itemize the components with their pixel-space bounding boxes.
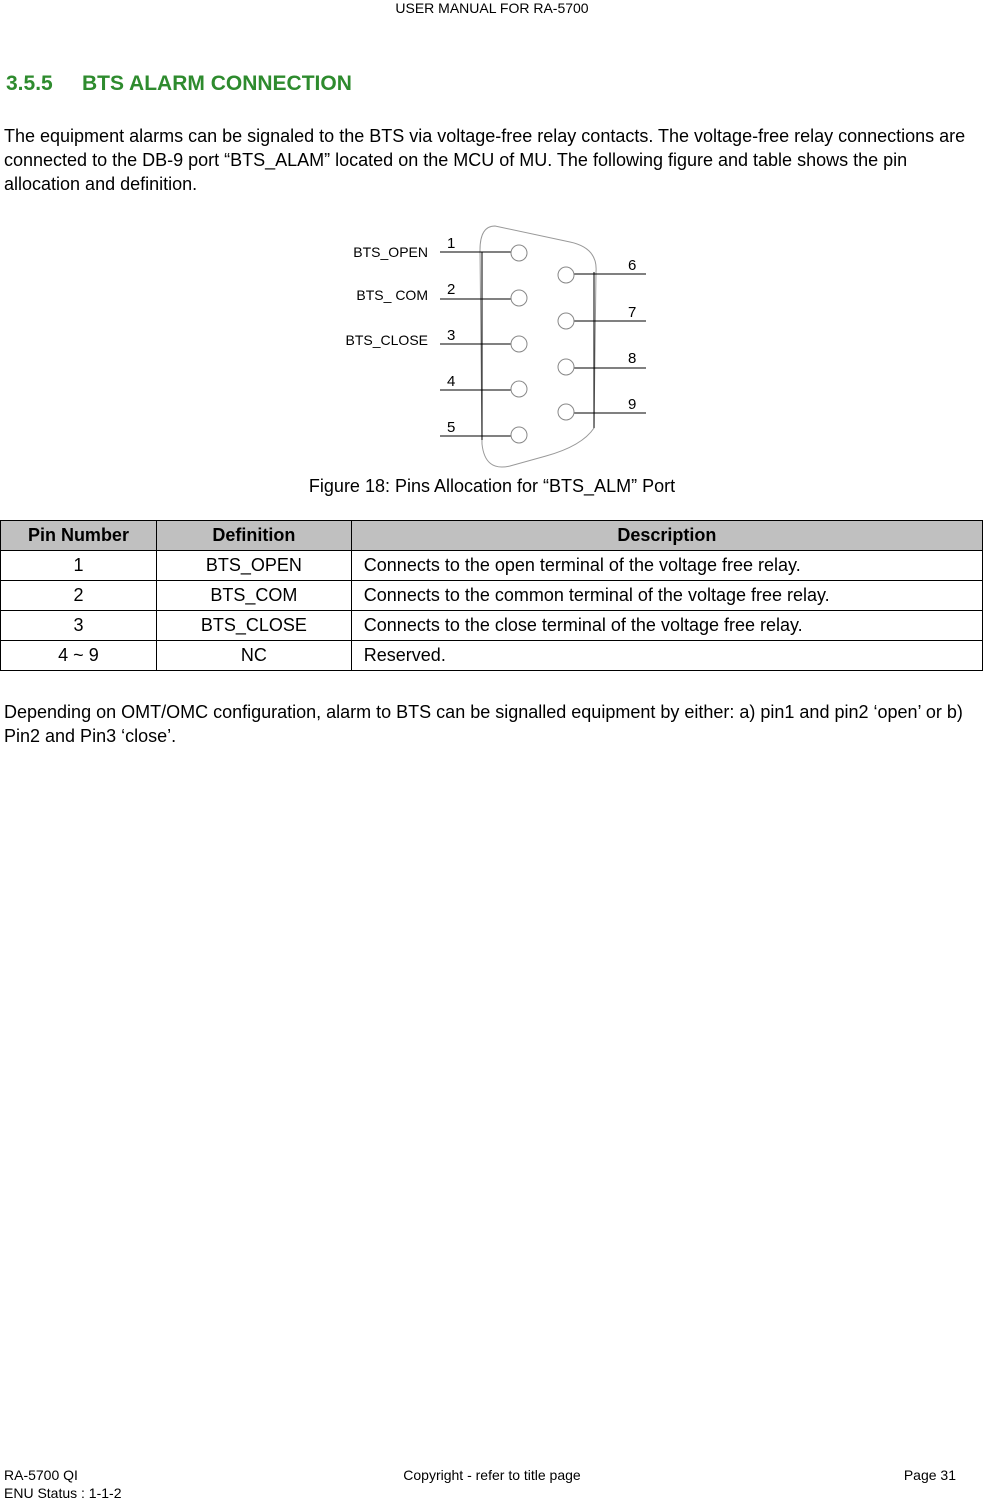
footer-doc-id: RA-5700 QI xyxy=(4,1467,78,1483)
pin-number-cell: 3 xyxy=(1,611,157,641)
header-description: Description xyxy=(351,521,982,551)
figure-caption: Figure 18: Pins Allocation for “BTS_ALM” Port xyxy=(308,476,676,496)
intro-paragraph: The equipment alarms can be signaled to the BTS via voltage-free relay contacts. The voltage-free relay connections are connected to the DB-9 port “BTS_ALAM” located on the MCU of MU. The following figure and table shows the pin allocation and definition. xyxy=(4,126,966,194)
pin-number-2: 2 xyxy=(447,281,456,298)
definition-cell: BTS_OPEN xyxy=(156,551,351,581)
pin-9 xyxy=(558,404,574,420)
table-header-row xyxy=(1,521,983,551)
footer-copyright: Copyright - refer to title page xyxy=(403,1467,581,1483)
pin-1 xyxy=(511,245,527,261)
pin-number-8: 8 xyxy=(628,350,637,367)
header-definition: Definition xyxy=(156,521,351,551)
description-cell: Connects to the open terminal of the voltage free relay. xyxy=(351,551,982,581)
description-cell: Connects to the common terminal of the voltage free relay. xyxy=(351,581,982,611)
pin-6 xyxy=(558,267,574,283)
connector-outline xyxy=(480,226,596,467)
pin-number-9: 9 xyxy=(628,396,637,413)
section-heading xyxy=(6,70,352,98)
table-row xyxy=(1,611,983,641)
header-pin-number: Pin Number xyxy=(1,521,157,551)
pin-number-3: 3 xyxy=(447,327,456,344)
footer-page-number: Page 31 xyxy=(903,1467,956,1483)
pin-number-5: 5 xyxy=(447,419,456,436)
pin-number-4: 4 xyxy=(447,373,456,390)
pin-4 xyxy=(511,381,527,397)
pin-number-6: 6 xyxy=(628,257,637,274)
definition-cell: BTS_CLOSE xyxy=(156,611,351,641)
pin-number-1: 1 xyxy=(447,235,456,252)
signal-label-com: BTS_ COM xyxy=(356,287,428,303)
pin-3 xyxy=(511,336,527,352)
table-row xyxy=(1,641,983,671)
pin-number-cell: 4 ~ 9 xyxy=(1,641,157,671)
running-header: USER MANUAL FOR RA-5700 xyxy=(395,0,589,16)
signal-label-open: BTS_OPEN xyxy=(353,244,428,260)
pin-8 xyxy=(558,359,574,375)
pin-2 xyxy=(511,290,527,306)
pin-number-7: 7 xyxy=(628,304,637,321)
section-number: 3.5.5 xyxy=(6,72,53,95)
pin-definition-table xyxy=(0,520,983,671)
pin-number-cell: 2 xyxy=(1,581,157,611)
table-row xyxy=(1,581,983,611)
section-title: BTS ALARM CONNECTION xyxy=(82,72,352,95)
table-row xyxy=(1,551,983,581)
pin-7 xyxy=(558,313,574,329)
definition-cell: BTS_COM xyxy=(156,581,351,611)
description-cell: Reserved. xyxy=(351,641,982,671)
pin-5 xyxy=(511,427,527,443)
footer-status: ENU Status : 1-1-2 xyxy=(4,1485,122,1501)
description-cell: Connects to the close terminal of the voltage free relay. xyxy=(351,611,982,641)
pin-number-cell: 1 xyxy=(1,551,157,581)
signal-label-close: BTS_CLOSE xyxy=(345,332,428,348)
definition-cell: NC xyxy=(156,641,351,671)
closing-paragraph: Depending on OMT/OMC configuration, alarm to BTS can be signalled equipment by either: a) pin1 and pin2 ‘open’ or b) Pin2 and Pin3 ‘close’. xyxy=(4,702,963,746)
db9-pin-diagram xyxy=(320,222,660,472)
